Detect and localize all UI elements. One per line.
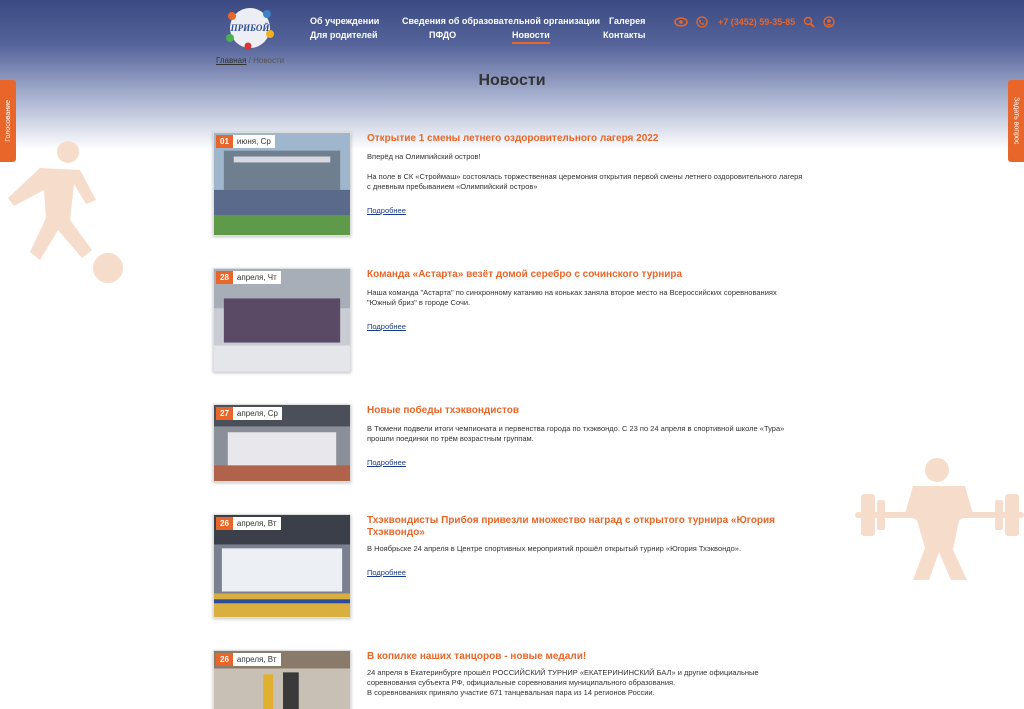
- logo[interactable]: [220, 4, 280, 50]
- news-date: [216, 407, 282, 420]
- news-date: [216, 135, 275, 148]
- news-paragraph: В Тюмени подвели итоги чемпионата и первенства города по тхэквондо. С 23 по 24 апреля в спортивной школе «Тура» прошли поединки по трём возрастным группам.: [367, 424, 785, 443]
- news-title[interactable]: В копилке наших танцоров - новые медали!: [367, 651, 587, 662]
- news-month: апреля, Вт: [233, 517, 281, 530]
- news-day: 26: [216, 517, 233, 530]
- news-photo: [214, 269, 350, 371]
- news-paragraph: 24 апреля в Екатеринбурге прошёл РОССИЙСКИЙ ТУРНИР «ЕКАТЕРИНИНСКИЙ БАЛ» и другие официальные соревнования субъекта РФ, официальные соревнования муниципального образования.: [367, 668, 759, 687]
- read-more-link[interactable]: Подробнее: [367, 206, 406, 215]
- news-paragraph: В соревнованиях приняло участие 671 танцевальная пара из 14 регионов России.: [367, 688, 655, 697]
- weightlifter-silhouette: [855, 430, 1024, 580]
- football-player-silhouette: [0, 140, 130, 300]
- news-item: [213, 404, 803, 482]
- voting-tab[interactable]: [0, 80, 16, 162]
- logo-text: ПРИБОЙ: [230, 23, 270, 33]
- news-paragraph: В Ноябрьске 24 апреля в Центре спортивных мероприятий прошёл открытый турнир «Югория Тхэквондо».: [367, 544, 742, 553]
- news-item: [213, 514, 803, 618]
- news-date: [216, 517, 281, 530]
- news-body: [367, 424, 807, 454]
- nav-gallery[interactable]: Галерея: [609, 16, 646, 26]
- nav-about[interactable]: Об учреждении: [310, 16, 380, 26]
- news-paragraph: Наша команда "Астарта" по синхронному катанию на коньках заняла второе место на Всероссийских соревнованиях "Южный бриз" в городе Сочи.: [367, 288, 777, 307]
- news-item: [213, 132, 803, 236]
- news-title[interactable]: Тхэквондисты Прибоя привезли множество наград с открытого турнира «Югория Тхэквондо»: [367, 515, 776, 538]
- phone-icon: [696, 16, 708, 28]
- read-more-link[interactable]: Подробнее: [367, 322, 406, 331]
- ask-question-tab-label: Задать вопрос: [1012, 97, 1020, 145]
- page-title: Новости: [478, 72, 546, 89]
- news-body: [367, 668, 807, 708]
- news-item: [213, 268, 803, 372]
- eye-icon[interactable]: [674, 16, 688, 28]
- nav-contacts[interactable]: Контакты: [603, 30, 646, 40]
- news-day: 27: [216, 407, 233, 420]
- news-month: апреля, Вт: [233, 653, 281, 666]
- news-photo: [214, 515, 350, 617]
- news-paragraph: На поле в СК «Строймаш» состоялась торжественная церемония открытия первой смены летнего оздоровительного лагеря с дневным пребыванием «Олимпийский остров»: [367, 172, 803, 191]
- news-date: [216, 653, 281, 666]
- news-photo: [214, 133, 350, 235]
- nav-org-info[interactable]: Сведения об образовательной организации: [402, 16, 601, 26]
- read-more-link[interactable]: Подробнее: [367, 458, 406, 467]
- news-day: 01: [216, 135, 233, 148]
- news-thumbnail[interactable]: [213, 132, 351, 236]
- user-icon[interactable]: [823, 16, 835, 28]
- ask-question-tab[interactable]: [1008, 80, 1024, 162]
- news-thumbnail[interactable]: [213, 514, 351, 618]
- breadcrumb-separator: /: [246, 56, 254, 65]
- news-item: [213, 650, 803, 709]
- header-tools: [674, 16, 835, 28]
- nav-parents[interactable]: Для родителей: [310, 30, 378, 40]
- news-thumbnail[interactable]: [213, 650, 351, 709]
- news-body: [367, 544, 807, 564]
- phone-number[interactable]: +7 (3452) 59-35-85: [718, 17, 796, 27]
- news-month: июня, Ср: [233, 135, 275, 148]
- news-body: [367, 152, 807, 202]
- breadcrumb: [216, 56, 284, 65]
- voting-tab-label: Голосование: [4, 100, 12, 142]
- news-day: 28: [216, 271, 233, 284]
- news-day: 26: [216, 653, 233, 666]
- news-title[interactable]: Открытие 1 смены летнего оздоровительного лагеря 2022: [367, 133, 659, 144]
- news-title[interactable]: Команда «Астарта» везёт домой серебро с сочинского турнира: [367, 269, 683, 280]
- breadcrumb-current: Новости: [253, 56, 285, 65]
- news-body: [367, 288, 807, 318]
- news-paragraph: Вперёд на Олимпийский остров!: [367, 152, 481, 161]
- news-title[interactable]: Новые победы тхэквондистов: [367, 405, 520, 416]
- search-icon[interactable]: [803, 16, 815, 28]
- news-date: [216, 271, 281, 284]
- nav-pfdo[interactable]: ПФДО: [429, 30, 457, 40]
- nav-news[interactable]: Новости: [512, 30, 550, 40]
- news-month: апреля, Чт: [233, 271, 281, 284]
- news-thumbnail[interactable]: [213, 404, 351, 482]
- read-more-link[interactable]: Подробнее: [367, 568, 406, 577]
- news-month: апреля, Ср: [233, 407, 282, 420]
- news-thumbnail[interactable]: [213, 268, 351, 372]
- breadcrumb-home[interactable]: Главная: [216, 56, 247, 65]
